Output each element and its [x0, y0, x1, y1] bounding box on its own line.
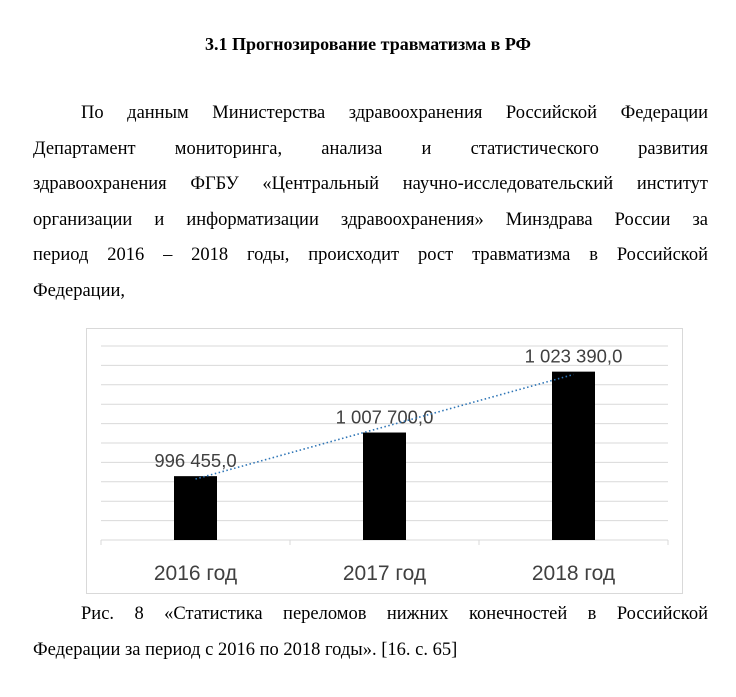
- paragraph-line: период 2016 – 2018 годы, происходит рост травматизма в Российской: [33, 245, 708, 265]
- fracture-statistics-chart: [86, 328, 683, 594]
- paragraph-line: Федерации,: [33, 280, 125, 301]
- data-label: 1 007 700,0: [335, 406, 434, 428]
- caption-line: Федерации за период с 2016 по 2018 годы». [16. с. 65]: [33, 639, 458, 660]
- paragraph-line: организации и информатизации здравоохранения» Минздрава России за: [33, 209, 708, 230]
- caption-line: Рис. 8 «Статистика переломов нижних конечностей в Российской: [81, 604, 708, 624]
- body-paragraph: [33, 96, 708, 309]
- figure-caption: [33, 597, 708, 668]
- data-label: 1 023 390,0: [524, 345, 623, 367]
- data-label: 996 455,0: [154, 450, 237, 472]
- bar: [174, 476, 217, 540]
- bar: [363, 433, 406, 540]
- bar: [552, 372, 595, 540]
- x-tick-label: 2016 год: [153, 562, 238, 585]
- x-tick-label: 2018 год: [531, 562, 616, 585]
- section-heading: 3.1 Прогнозирование травматизма в РФ: [204, 34, 532, 54]
- x-tick-label: 2017 год: [342, 562, 427, 585]
- chart-canvas: [87, 329, 684, 595]
- paragraph-line: здравоохранения ФГБУ «Центральный научно-исследовательский институт: [33, 174, 708, 194]
- paragraph-line: По данным Министерства здравоохранения Российской Федерации: [81, 103, 708, 123]
- paragraph-line: Департамент мониторинга, анализа и статистического развития: [33, 138, 708, 159]
